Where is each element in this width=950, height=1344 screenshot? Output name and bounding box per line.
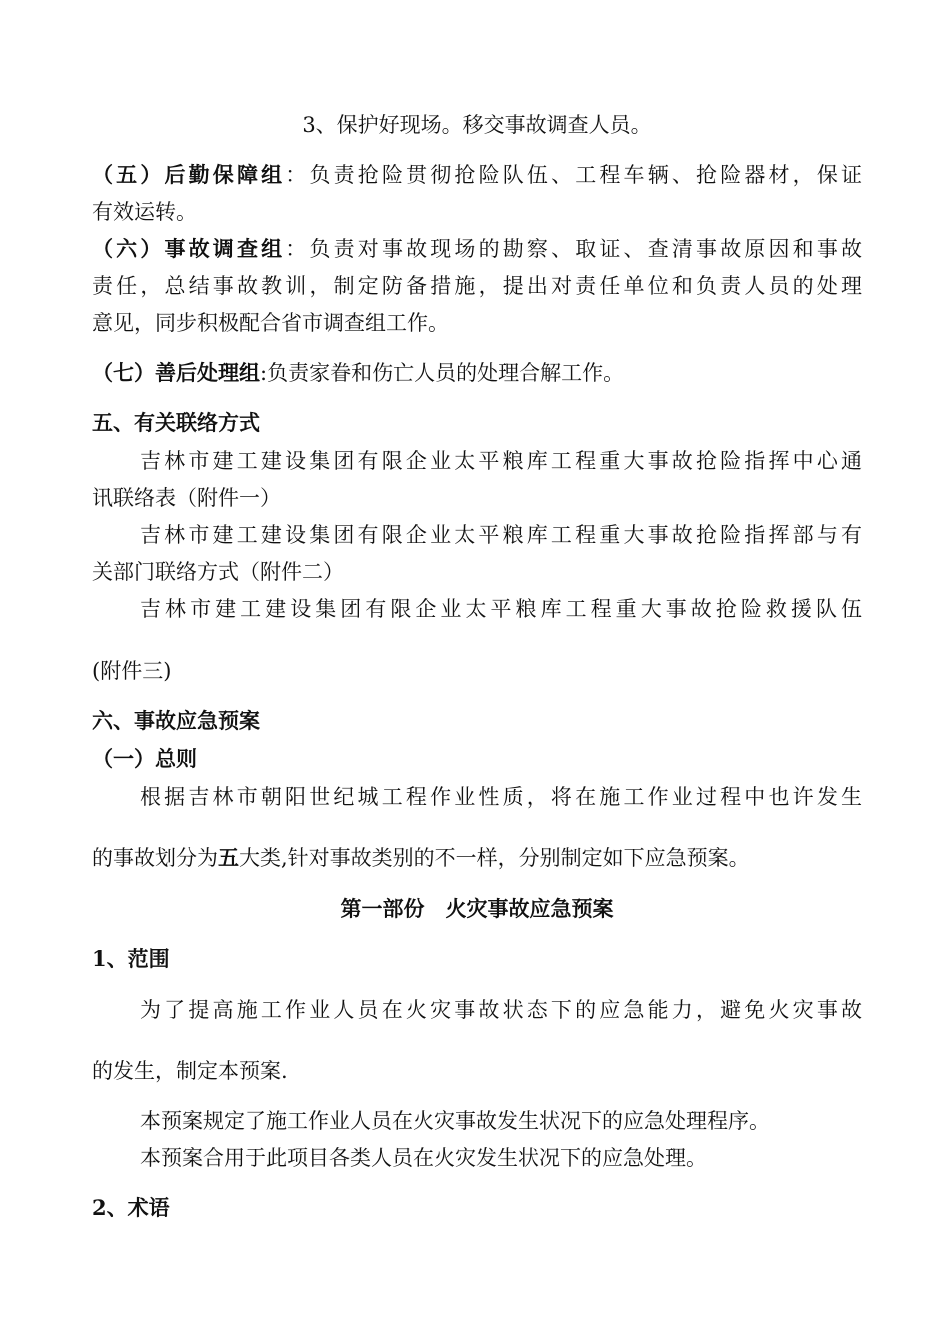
section-heading (92, 1193, 862, 1223)
line-text: 讯联络表（附件一） (92, 486, 281, 510)
line-text: ：负责对事故现场的勘察、取证、查清事故原因和事故 (285, 237, 863, 261)
line-text: 本预案规定了施工作业人员在火灾事故发生状况下的应急处理程序。 (140, 1109, 770, 1133)
paragraph-line (92, 843, 862, 873)
line-text: 吉林市建工建设集团有限企业太平粮库工程重大事故抢险救援队伍 (140, 597, 862, 621)
paragraph-line (92, 160, 862, 190)
heading-text: （一）总则 (92, 746, 197, 771)
paragraph-line (92, 110, 862, 140)
paragraph-line (92, 234, 862, 264)
heading-text: 五、有关联络方式 (92, 410, 260, 435)
paragraph-line (92, 197, 862, 227)
heading-investigation-group: （六）事故调查组 (92, 236, 286, 261)
paragraph-line (92, 1056, 862, 1086)
line-text: :负责家眷和伤亡人员的处理合解工作。 (260, 361, 625, 385)
heading-text: 六、事故应急预案 (92, 708, 260, 733)
heading-text: 1、范围 (92, 946, 170, 971)
line-text: 根据吉林市朝阳世纪城工程作业性质，将在施工作业过程中也许发生 (140, 785, 862, 809)
section-heading (92, 706, 862, 736)
line-text: 关部门联络方式（附件二） (92, 560, 344, 584)
heading-aftermath-group: （七）善后处理组 (92, 360, 260, 385)
paragraph-line (92, 308, 862, 338)
line-text: 责任，总结事故教训，制定防备措施，提出对责任单位和负责人员的处理 (92, 274, 862, 298)
paragraph-line (92, 483, 862, 513)
line-text: 的发生，制定本预案. (92, 1059, 288, 1083)
section-heading (92, 408, 862, 438)
line-text: 的事故划分为 (92, 846, 218, 870)
paragraph-line (92, 557, 862, 587)
paragraph-line (140, 995, 862, 1025)
paragraph-line (140, 520, 862, 550)
line-text: 本预案合用于此项目各类人员在火灾发生状况下的应急处理。 (140, 1146, 707, 1170)
paragraph-line (92, 656, 862, 686)
line-text: 为了提高施工作业人员在火灾事故状态下的应急能力，避免火灾事故 (140, 998, 862, 1022)
line-text: 吉林市建工建设集团有限企业太平粮库工程重大事故抢险指挥部与有 (140, 523, 862, 547)
line-text: 吉林市建工建设集团有限企业太平粮库工程重大事故抢险指挥中心通 (140, 449, 862, 473)
paragraph-line (92, 271, 862, 301)
paragraph-line (140, 594, 862, 624)
line-text: 3、保护好现场。移交事故调查人员。 (302, 113, 652, 137)
line-text: (附件三) (92, 659, 172, 683)
emphasis-number: 五 (218, 845, 239, 870)
line-text: ：负责抢险贯彻抢险队伍、工程车辆、抢险器材，保证 (285, 163, 863, 187)
heading-logistics-group: （五）后勤保障组 (92, 162, 286, 187)
paragraph-line (92, 358, 862, 388)
paragraph-line (140, 782, 862, 812)
paragraph-line (140, 1106, 862, 1136)
subsection-heading (92, 744, 862, 774)
part-title (92, 894, 862, 924)
paragraph-line (140, 1143, 862, 1173)
heading-text: 第一部份 火灾事故应急预案 (340, 896, 614, 921)
line-text: 大类,针对事故类别的不一样，分别制定如下应急预案。 (239, 846, 750, 870)
line-text: 有效运转。 (92, 200, 197, 224)
heading-text: 2、术语 (92, 1195, 170, 1220)
paragraph-line (140, 446, 862, 476)
line-text: 意见，同步积极配合省市调查组工作。 (92, 311, 449, 335)
section-heading (92, 944, 862, 974)
